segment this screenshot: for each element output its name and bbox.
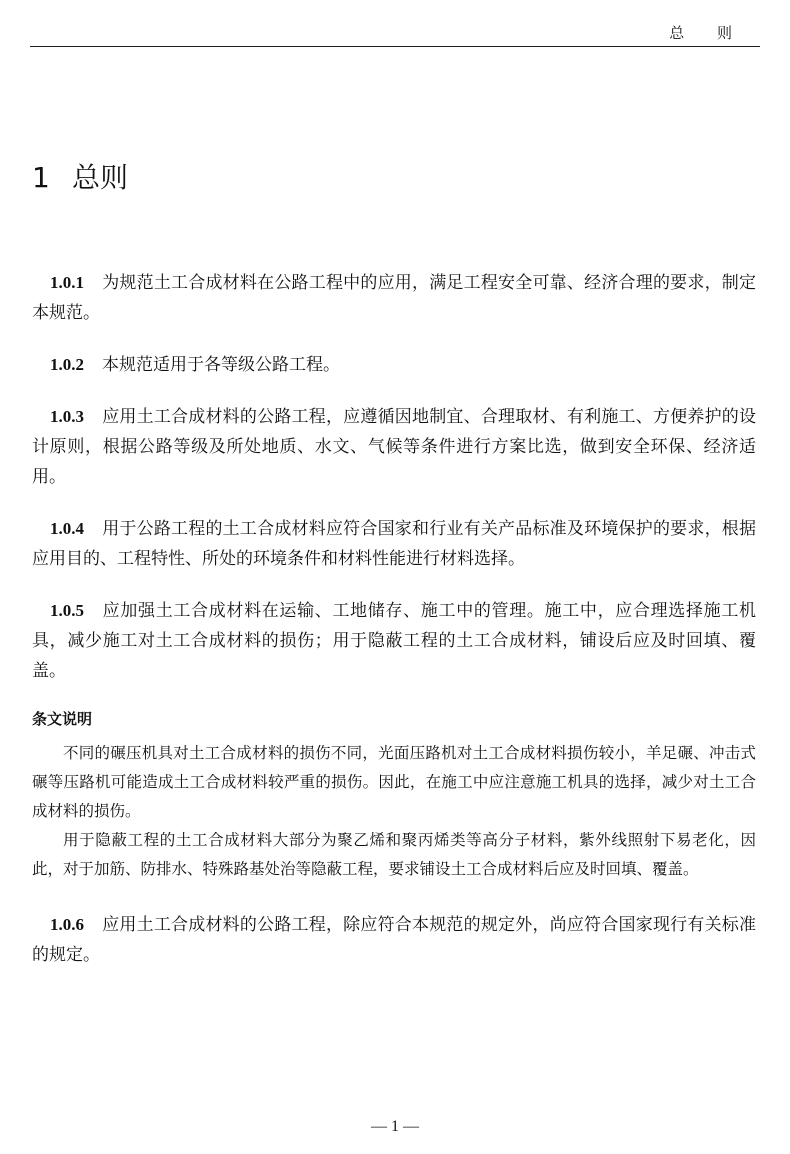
clause-1-0-1	[32, 268, 756, 328]
explanation-paragraph: 用于隐蔽工程的土工合成材料大部分为聚乙烯和聚丙烯类等高分子材料，紫外线照射下易老化，因此，对于加筋、防排水、特殊路基处治等隐蔽工程，要求铺设土工合成材料后应及时回填、覆盖。	[32, 831, 756, 878]
chapter-title-text: 总则	[72, 161, 129, 194]
clause-number: 1.0.3	[50, 407, 84, 426]
running-header: 总 则	[669, 24, 746, 42]
clause-text: 应用土工合成材料的公路工程，应遵循因地制宜、合理取材、有利施工、方便养护的设计原则，根据公路等级及所处地质、水文、气候等条件进行方案比选，做到安全环保、经济适用。	[32, 407, 756, 487]
clause-explanation	[32, 708, 756, 884]
header-rule	[30, 46, 760, 47]
clause-text: 本规范适用于各等级公路工程。	[102, 355, 340, 375]
clause-number: 1.0.6	[50, 915, 84, 934]
clause-number: 1.0.4	[50, 519, 84, 538]
clause-1-0-4	[32, 514, 756, 574]
clause-text: 应加强土工合成材料在运输、工地储存、施工中的管理。施工中，应合理选择施工机具，减少施工对土工合成材料的损伤；用于隐蔽工程的土工合成材料，铺设后应及时回填、覆盖。	[32, 601, 756, 681]
chapter-number: 1	[32, 161, 50, 194]
clause-1-0-6	[32, 910, 756, 970]
clause-number: 1.0.5	[50, 601, 84, 620]
clause-text: 为规范土工合成材料在公路工程中的应用，满足工程安全可靠、经济合理的要求，制定本规范。	[32, 273, 756, 323]
clause-1-0-3	[32, 402, 756, 492]
clause-1-0-5	[32, 596, 756, 686]
clause-text: 应用土工合成材料的公路工程，除应符合本规范的规定外，尚应符合国家现行有关标准的规定。	[32, 915, 756, 965]
clause-number: 1.0.2	[50, 355, 84, 374]
page-number: — 1 —	[371, 1118, 419, 1135]
clause-text: 用于公路工程的土工合成材料应符合国家和行业有关产品标准及环境保护的要求，根据应用目的、工程特性、所处的环境条件和材料性能进行材料选择。	[32, 519, 756, 569]
explanation-heading: 条文说明	[32, 710, 93, 728]
clause-number: 1.0.1	[50, 273, 84, 292]
explanation-paragraph: 不同的碾压机具对土工合成材料的损伤不同，光面压路机对土工合成材料损伤较小，羊足碾、冲击式碾等压路机可能造成土工合成材料较严重的损伤。因此，在施工中应注意施工机具的选择，减少对土工合成材料的损伤。	[32, 744, 756, 820]
chapter-title	[32, 156, 128, 196]
main-content	[32, 268, 756, 992]
clause-1-0-2	[32, 350, 756, 380]
